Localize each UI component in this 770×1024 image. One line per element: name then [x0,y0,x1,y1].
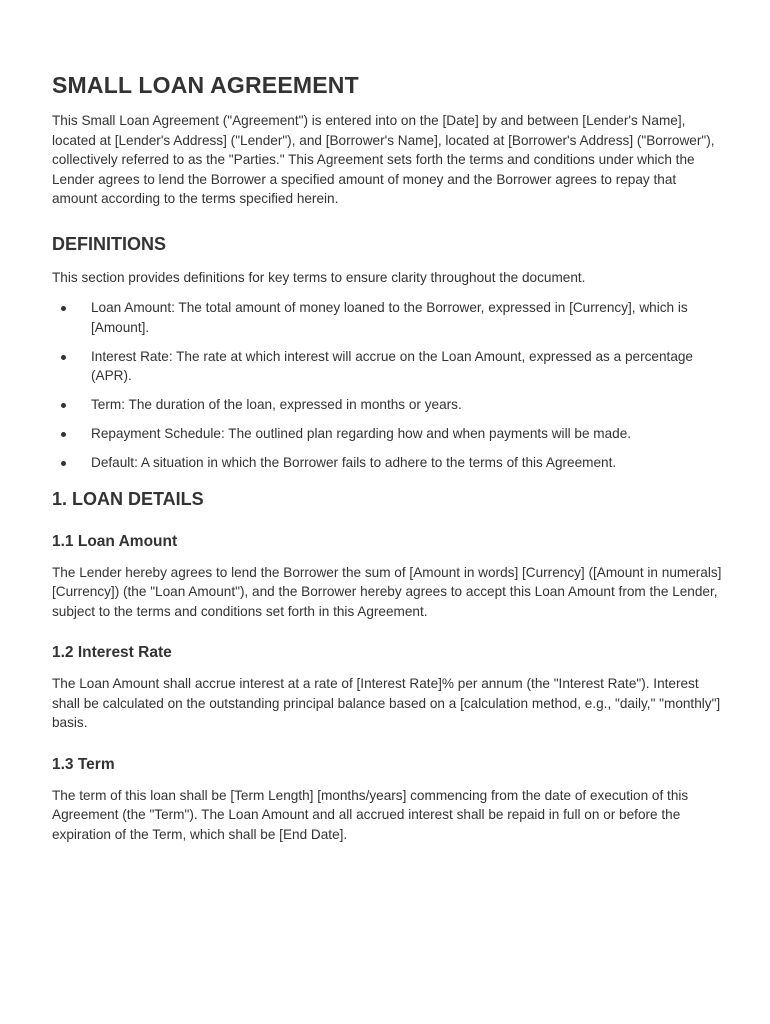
bullet-icon [61,355,66,360]
definition-text: Default: A situation in which the Borrower fails to adhere to the terms of this Agreement. [91,455,617,470]
term-paragraph: The term of this loan shall be [Term Length] [months/years] commencing from the date of execution of this Agreement (the "Term"). The Loan Amount and all accrued interest shall be repaid in full on or before the expiration of the Term, which shall be [End Date]. [52,787,689,842]
bullet-icon [61,403,66,408]
definition-text: Repayment Schedule: The outlined plan regarding how and when payments will be made. [91,426,632,441]
bullet-icon [61,432,66,437]
definition-text: Loan Amount: The total amount of money loaned to the Borrower, expressed in [Currency], which is [Amount]. [91,300,688,335]
document-page [52,72,724,844]
intro-paragraph: This Small Loan Agreement ("Agreement") is entered into on the [Date] by and between [Lender's Name], located at [Lender's Address] ("Lender"), and [Borrower's Name], located at [Borrower's Address] ("Borrower"), collectively referred to as the "Parties." This Agreement sets forth the terms and conditions under which the Lender agrees to lend the Borrower a specified amount of money and the Borrower agrees to repay that amount according to the terms specified herein. [52,113,715,206]
definitions-intro: This section provides definitions for key terms to ensure clarity throughout the document. [52,269,586,285]
interest-rate-paragraph: The Loan Amount shall accrue interest at a rate of [Interest Rate]% per annum (the "Interest Rate"). Interest shall be calculated on the outstanding principal balance based on a [calculation method, e.g., "daily," "monthly"] basis. [52,676,721,730]
loan-details-heading: 1. LOAN DETAILS [52,488,204,509]
list-item [52,453,724,473]
list-item [52,395,724,415]
list-item [52,298,724,337]
interest-rate-heading: 1.2 Interest Rate [52,644,172,661]
definitions-list [52,298,724,473]
definition-text: Term: The duration of the loan, expressed in months or years. [91,397,462,412]
bullet-icon [61,461,66,466]
definition-text: Interest Rate: The rate at which interest will accrue on the Loan Amount, expressed as a percentage (APR). [91,348,693,383]
definitions-heading: DEFINITIONS [52,233,167,254]
loan-amount-heading: 1.1 Loan Amount [52,532,178,550]
term-heading: 1.3 Term [52,755,115,773]
list-item [52,424,724,444]
loan-amount-paragraph: The Lender hereby agrees to lend the Borrower the sum of [Amount in words] [Currency] ([Amount in numerals] [Currency]) (the "Loan Amount"), and the Borrower hereby agrees to accept this Loan Amount from the Lender, subject to the terms and conditions set forth in this Agreement. [52,564,722,619]
list-item [52,347,724,386]
bullet-icon [61,306,66,311]
document-title: SMALL LOAN AGREEMENT [52,72,359,98]
